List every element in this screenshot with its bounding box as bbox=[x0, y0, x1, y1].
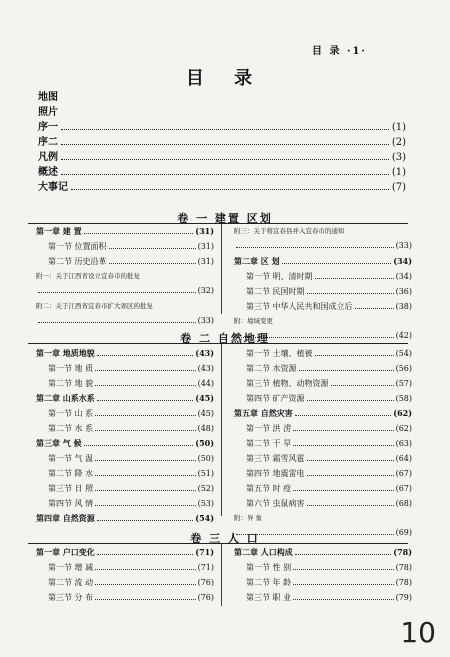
volume-1-right-column bbox=[234, 226, 412, 346]
dot-leader bbox=[61, 129, 389, 130]
dot-leader bbox=[236, 247, 394, 248]
toc-chapter-entry bbox=[36, 348, 214, 363]
entry-page-number: (50) bbox=[195, 438, 214, 448]
dot-leader bbox=[293, 584, 393, 585]
entry-page-number: (38) bbox=[395, 302, 412, 311]
dot-leader bbox=[295, 415, 392, 416]
entry-label: 附一：关于江西省设立宜春市的批复 bbox=[36, 272, 140, 280]
toc-section-entry bbox=[36, 256, 214, 271]
dot-leader bbox=[61, 144, 389, 145]
entry-label: 第三章 气 候 bbox=[36, 438, 82, 448]
dot-leader bbox=[71, 189, 389, 190]
entry-page-number: (36) bbox=[395, 287, 412, 296]
volume-2-left-column bbox=[36, 348, 214, 528]
entry-label: 第二节 水资源 bbox=[246, 364, 297, 373]
front-matter-item bbox=[38, 88, 406, 103]
entry-page-number: (52) bbox=[197, 484, 214, 493]
dot-leader bbox=[293, 430, 393, 431]
entry-label: 照片 bbox=[38, 107, 58, 118]
entry-label: 第三节 日 照 bbox=[48, 484, 94, 493]
entry-label: 第二节 地 貌 bbox=[48, 379, 94, 388]
dot-leader bbox=[95, 584, 195, 585]
entry-label: 附三：关于将宜春县并入宜春市的通知 bbox=[234, 227, 345, 235]
toc-note-page-line bbox=[36, 316, 214, 331]
entry-label: 第四节 矿产资源 bbox=[246, 394, 305, 403]
dot-leader bbox=[299, 370, 394, 371]
dot-leader bbox=[95, 385, 195, 386]
toc-section-entry bbox=[36, 363, 214, 378]
front-matter-item bbox=[38, 148, 406, 163]
entry-label: 第五节 时 疫 bbox=[246, 484, 292, 493]
dot-leader bbox=[97, 554, 194, 555]
dot-leader bbox=[61, 159, 389, 160]
dot-leader bbox=[95, 490, 195, 491]
entry-page-number: (43) bbox=[195, 348, 214, 358]
front-matter-item bbox=[38, 118, 406, 133]
dot-leader bbox=[293, 490, 393, 491]
toc-chapter-entry bbox=[234, 547, 412, 562]
page-title: 目 录 bbox=[185, 68, 265, 89]
entry-label: 序二 bbox=[38, 137, 58, 148]
entry-label: 第二节 降 水 bbox=[48, 469, 94, 478]
entry-page-number: (33) bbox=[197, 316, 214, 325]
entry-page-number: (57) bbox=[395, 379, 412, 388]
toc-chapter-entry bbox=[36, 226, 214, 241]
toc-note-entry bbox=[234, 316, 412, 331]
front-matter-item bbox=[38, 133, 406, 148]
column-separator-3 bbox=[221, 544, 222, 606]
entry-label: 第三节 植物、动物资源 bbox=[246, 379, 329, 388]
entry-label: 第二节 民国时期 bbox=[246, 287, 305, 296]
entry-page-number: (71) bbox=[195, 547, 214, 557]
entry-page-number: (45) bbox=[197, 409, 214, 418]
toc-section-entry bbox=[234, 438, 412, 453]
dot-leader bbox=[38, 292, 196, 293]
volume-rule-3 bbox=[28, 543, 408, 544]
toc-section-entry bbox=[36, 241, 214, 256]
entry-page-number: (1) bbox=[391, 167, 406, 178]
volume-rule-2 bbox=[28, 343, 408, 344]
entry-label: 第五章 自然灾害 bbox=[234, 408, 293, 418]
entry-label: 第一章 户口变化 bbox=[36, 547, 95, 557]
entry-label: 第二节 干 旱 bbox=[246, 439, 292, 448]
entry-label: 第二章 人口构成 bbox=[234, 547, 293, 557]
dot-leader bbox=[355, 308, 394, 309]
toc-note-entry bbox=[234, 226, 412, 241]
toc-note-entry bbox=[36, 301, 214, 316]
volume-2-right-column bbox=[234, 348, 412, 543]
entry-label: 第四节 风 情 bbox=[48, 499, 94, 508]
dot-leader bbox=[307, 505, 394, 506]
handwritten-page-number: 10 bbox=[400, 616, 436, 649]
dot-leader bbox=[97, 400, 194, 401]
dot-leader bbox=[307, 460, 394, 461]
toc-section-entry bbox=[234, 453, 412, 468]
dot-leader bbox=[295, 554, 392, 555]
entry-label: 第三节 分 布 bbox=[48, 593, 94, 602]
front-matter-item bbox=[38, 163, 406, 178]
front-matter-item bbox=[38, 103, 406, 118]
entry-page-number: (34) bbox=[395, 272, 412, 281]
dot-leader bbox=[95, 430, 195, 431]
entry-label: 第一章 地质地貌 bbox=[36, 348, 95, 358]
volume-title-3: 卷 三 人 口 bbox=[190, 532, 260, 545]
entry-label: 第一节 土壤、植被 bbox=[246, 349, 313, 358]
dot-leader bbox=[307, 400, 394, 401]
entry-label: 第一节 气 温 bbox=[48, 454, 94, 463]
toc-section-entry bbox=[234, 271, 412, 286]
toc-chapter-entry bbox=[36, 547, 214, 562]
entry-label: 凡例 bbox=[38, 152, 58, 163]
toc-section-entry bbox=[36, 483, 214, 498]
dot-leader bbox=[307, 475, 394, 476]
dot-leader bbox=[315, 355, 394, 356]
entry-page-number: (71) bbox=[197, 563, 214, 572]
entry-label: 第二节 历史沿革 bbox=[48, 257, 107, 266]
toc-section-entry bbox=[234, 301, 412, 316]
entry-label: 第一章 建 置 bbox=[36, 226, 82, 236]
toc-section-entry bbox=[234, 363, 412, 378]
toc-section-entry bbox=[234, 498, 412, 513]
entry-page-number: (53) bbox=[197, 499, 214, 508]
toc-section-entry bbox=[36, 577, 214, 592]
toc-chapter-entry bbox=[234, 408, 412, 423]
toc-section-entry bbox=[36, 423, 214, 438]
toc-chapter-entry bbox=[234, 256, 412, 271]
dot-leader bbox=[95, 569, 195, 570]
dot-leader bbox=[84, 445, 194, 446]
entry-page-number: (78) bbox=[395, 563, 412, 572]
dot-leader bbox=[109, 248, 196, 249]
toc-note-entry bbox=[234, 513, 412, 528]
entry-page-number: (31) bbox=[197, 257, 214, 266]
toc-note-page-line bbox=[36, 286, 214, 301]
toc-note-entry bbox=[36, 271, 214, 286]
toc-section-entry bbox=[36, 408, 214, 423]
entry-label: 第四章 自然资源 bbox=[36, 513, 95, 523]
entry-page-number: (1) bbox=[391, 122, 406, 133]
entry-page-number: (48) bbox=[197, 424, 214, 433]
entry-label: 附：境域变更 bbox=[234, 317, 273, 325]
entry-page-number: (51) bbox=[197, 469, 214, 478]
entry-page-number: (79) bbox=[395, 593, 412, 602]
toc-section-entry bbox=[234, 562, 412, 577]
toc-section-entry bbox=[36, 562, 214, 577]
entry-label: 第三节 职 业 bbox=[246, 593, 292, 602]
entry-page-number: (34) bbox=[393, 256, 412, 266]
column-separator-2 bbox=[221, 344, 222, 516]
entry-page-number: (42) bbox=[395, 331, 412, 340]
entry-label: 第四节 地震雷电 bbox=[246, 469, 305, 478]
toc-section-entry bbox=[234, 378, 412, 393]
running-head: 目 录 ·1· bbox=[312, 46, 367, 57]
dot-leader bbox=[61, 174, 389, 175]
entry-label: 第二节 水 系 bbox=[48, 424, 94, 433]
entry-page-number: (54) bbox=[395, 349, 412, 358]
toc-section-entry bbox=[234, 468, 412, 483]
toc-section-entry bbox=[36, 468, 214, 483]
entry-page-number: (62) bbox=[393, 408, 412, 418]
entry-page-number: (78) bbox=[393, 547, 412, 557]
entry-label: 附二：关于江西省宜春市扩大郊区的批复 bbox=[36, 302, 153, 310]
entry-page-number: (33) bbox=[395, 241, 412, 250]
toc-chapter-entry bbox=[36, 438, 214, 453]
entry-label: 第六节 虫鼠病害 bbox=[246, 499, 305, 508]
entry-label: 第二章 区 划 bbox=[234, 256, 280, 266]
volume-title-1: 卷 一 建置 区划 bbox=[177, 212, 273, 225]
entry-label: 第二节 年 龄 bbox=[246, 578, 292, 587]
entry-page-number: (50) bbox=[197, 454, 214, 463]
dot-leader bbox=[95, 415, 195, 416]
front-matter-item bbox=[38, 178, 406, 193]
toc-note-page-line bbox=[234, 241, 412, 256]
toc-section-entry bbox=[36, 498, 214, 513]
dot-leader bbox=[282, 263, 392, 264]
entry-page-number: (58) bbox=[395, 394, 412, 403]
dot-leader bbox=[97, 355, 194, 356]
entry-label: 地图 bbox=[38, 92, 58, 103]
entry-page-number: (68) bbox=[395, 499, 412, 508]
entry-label: 第二章 山系水系 bbox=[36, 393, 95, 403]
entry-label: 第一节 性 别 bbox=[246, 563, 292, 572]
entry-page-number: (32) bbox=[197, 286, 214, 295]
entry-page-number: (31) bbox=[197, 242, 214, 251]
dot-leader bbox=[315, 278, 394, 279]
entry-label: 第一节 地 质 bbox=[48, 364, 94, 373]
toc-section-entry bbox=[36, 378, 214, 393]
entry-page-number: (45) bbox=[195, 393, 214, 403]
column-separator-1 bbox=[221, 224, 222, 314]
entry-page-number: (76) bbox=[197, 593, 214, 602]
entry-label: 第一节 洪 涝 bbox=[246, 424, 292, 433]
toc-section-entry bbox=[234, 423, 412, 438]
dot-leader bbox=[307, 293, 394, 294]
entry-label: 概述 bbox=[38, 167, 58, 178]
entry-page-number: (63) bbox=[395, 439, 412, 448]
entry-page-number: (43) bbox=[197, 364, 214, 373]
entry-page-number: (44) bbox=[197, 379, 214, 388]
entry-page-number: (69) bbox=[395, 528, 412, 537]
volume-1-left-column bbox=[36, 226, 214, 331]
toc-section-entry bbox=[234, 483, 412, 498]
dot-leader bbox=[97, 520, 194, 521]
dot-leader bbox=[95, 599, 195, 600]
toc-chapter-entry bbox=[36, 513, 214, 528]
entry-page-number: (67) bbox=[395, 469, 412, 478]
toc-section-entry bbox=[234, 286, 412, 301]
entry-page-number: (76) bbox=[197, 578, 214, 587]
dot-leader bbox=[95, 370, 195, 371]
dot-leader bbox=[109, 263, 196, 264]
entry-label: 第三节 霜雪风雹 bbox=[246, 454, 305, 463]
entry-label: 第一节 山 系 bbox=[48, 409, 94, 418]
dot-leader bbox=[293, 569, 393, 570]
toc-section-entry bbox=[234, 592, 412, 607]
volume-title-2: 卷 二 自然地理 bbox=[180, 332, 270, 345]
front-matter-list bbox=[38, 88, 406, 193]
entry-page-number: (78) bbox=[395, 578, 412, 587]
dot-leader bbox=[293, 599, 393, 600]
entry-label: 第三节 中华人民共和国成立后 bbox=[246, 302, 353, 311]
entry-page-number: (2) bbox=[391, 137, 406, 148]
entry-label: 第一节 明、清时期 bbox=[246, 272, 313, 281]
toc-section-entry bbox=[234, 577, 412, 592]
entry-label: 序一 bbox=[38, 122, 58, 133]
entry-page-number: (67) bbox=[395, 484, 412, 493]
volume-3-left-column bbox=[36, 547, 214, 607]
toc-section-entry bbox=[36, 592, 214, 607]
entry-page-number: (62) bbox=[395, 424, 412, 433]
entry-label: 第一节 位置面积 bbox=[48, 242, 107, 251]
volume-3-right-column bbox=[234, 547, 412, 607]
dot-leader bbox=[293, 445, 393, 446]
entry-page-number: (31) bbox=[195, 226, 214, 236]
dot-leader bbox=[95, 475, 195, 476]
toc-section-entry bbox=[234, 348, 412, 363]
entry-label: 第一节 增 减 bbox=[48, 563, 94, 572]
entry-label: 附：异 象 bbox=[234, 514, 263, 522]
toc-section-entry bbox=[234, 393, 412, 408]
dot-leader bbox=[38, 322, 196, 323]
dot-leader bbox=[331, 385, 394, 386]
entry-label: 大事记 bbox=[38, 182, 68, 193]
dot-leader bbox=[95, 505, 195, 506]
dot-leader bbox=[84, 233, 194, 234]
entry-page-number: (64) bbox=[395, 454, 412, 463]
volume-rule-1 bbox=[28, 223, 408, 224]
dot-leader bbox=[95, 460, 195, 461]
entry-page-number: (56) bbox=[395, 364, 412, 373]
entry-page-number: (7) bbox=[391, 182, 406, 193]
entry-label: 第二节 流 动 bbox=[48, 578, 94, 587]
entry-page-number: (54) bbox=[195, 513, 214, 523]
toc-chapter-entry bbox=[36, 393, 214, 408]
toc-section-entry bbox=[36, 453, 214, 468]
entry-page-number: (3) bbox=[391, 152, 406, 163]
